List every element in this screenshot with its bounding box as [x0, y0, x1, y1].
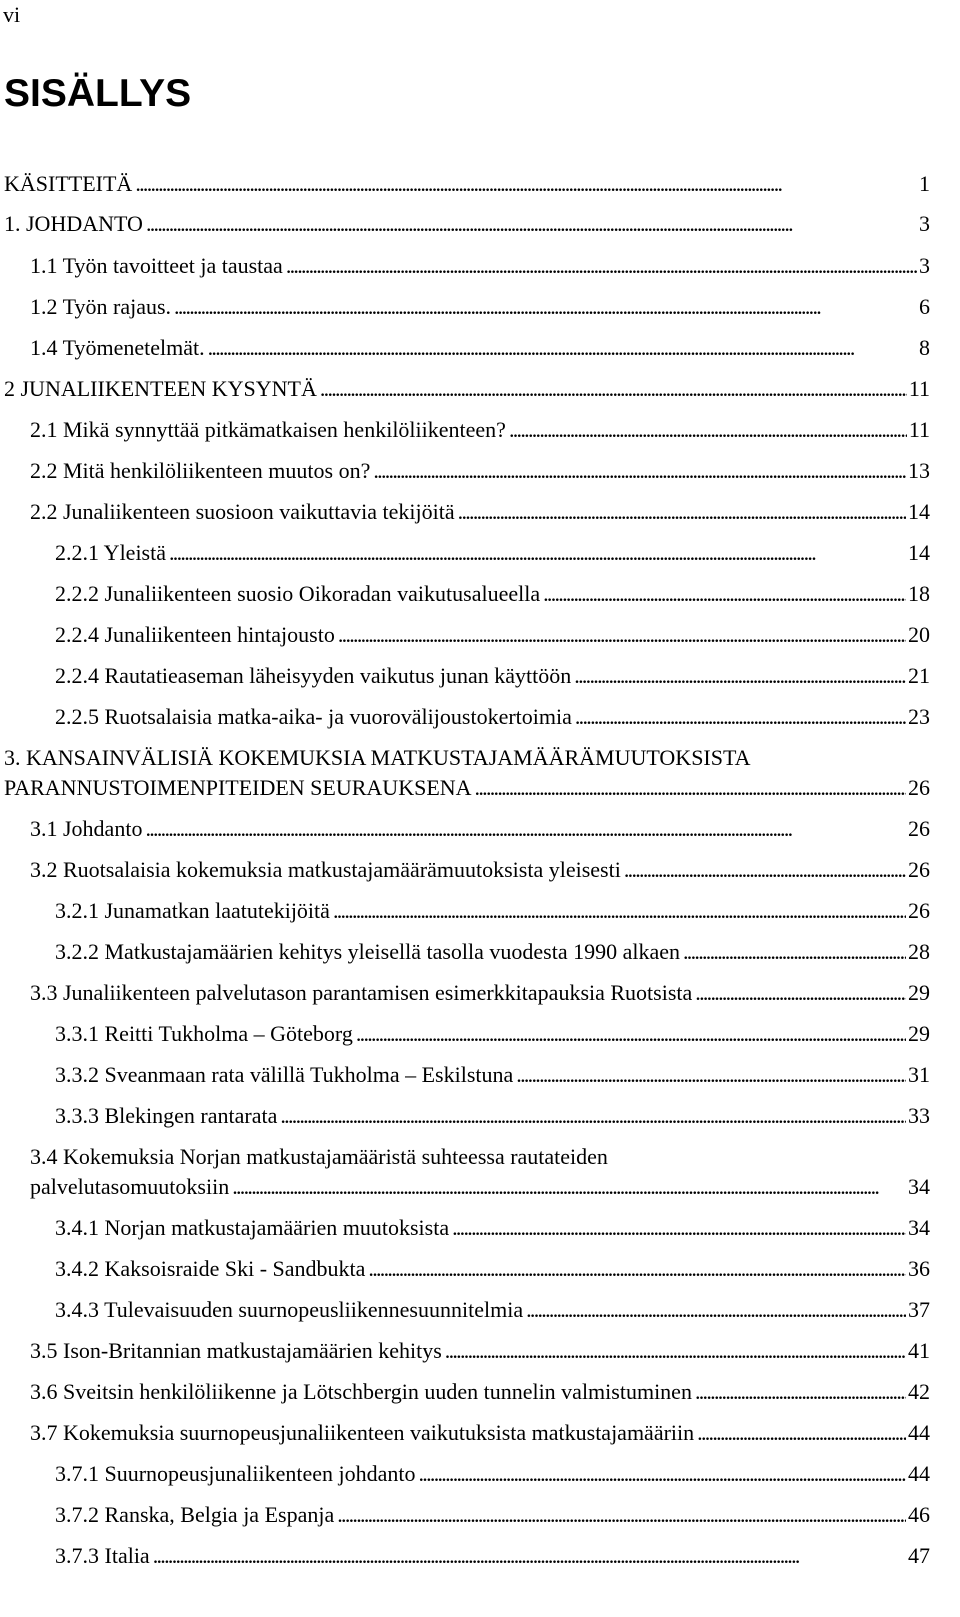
toc-entry-title: 1.4 Työmenetelmät.: [30, 335, 205, 360]
page-number: vi: [3, 2, 21, 27]
toc-entry-page-number: 11: [908, 417, 930, 442]
dot-leader: [373, 458, 906, 484]
toc-entry-title: 2 JUNALIIKENTEEN KYSYNTÄ: [4, 376, 317, 401]
toc-entry-title: 3.4.3 Tulevaisuuden suurnopeusliikennesuunnitelmia: [55, 1297, 524, 1322]
toc-entry[interactable]: [55, 1103, 930, 1129]
dot-leader: [543, 581, 906, 607]
toc-entry-title-line: 3.4 Kokemuksia Norjan matkustajamääristä suhteessa rautateiden: [30, 1144, 608, 1169]
toc-entry[interactable]: [30, 816, 930, 842]
dot-leader: [208, 335, 917, 361]
toc-entry-title: 3.3 Junaliikenteen palvelutason parantamisen esimerkkitapauksia Ruotsista: [30, 980, 693, 1005]
toc-entry-title: 2.2 Junaliikenteen suosioon vaikuttavia tekijöitä: [30, 499, 455, 524]
toc-entry-title: 2.2.2 Junaliikenteen suosio Oikoradan vaikutusalueella: [55, 581, 541, 606]
dot-leader: [169, 540, 906, 566]
toc-entry-title: 1.2 Työn rajaus.: [30, 294, 172, 319]
toc-entry-title: 3.3.3 Blekingen rantarata: [55, 1103, 278, 1128]
dot-leader: [458, 499, 906, 525]
toc-entry-page-number: 26: [908, 816, 930, 841]
dot-leader: [516, 1062, 906, 1088]
toc-entry-page-number: 21: [908, 663, 930, 688]
toc-entry-title: KÄSITTEITÄ: [4, 171, 133, 196]
toc-entry[interactable]: [55, 939, 930, 965]
toc-entry[interactable]: [30, 253, 930, 279]
toc-entry-title-line: 3. KANSAINVÄLISIÄ KOKEMUKSIA MATKUSTAJAMÄÄRÄMUUTOKSISTA: [4, 745, 751, 770]
toc-entry[interactable]: [55, 1062, 930, 1088]
toc-entry-title: 3.6 Sveitsin henkilöliikenne ja Lötschbergin uuden tunnelin valmistuminen: [30, 1379, 692, 1404]
dot-leader: [338, 622, 906, 648]
toc-entry[interactable]: [55, 898, 930, 924]
toc-entry-page-number: 44: [908, 1420, 930, 1445]
toc-entry-title: 2.2.4 Rautatieaseman läheisyyden vaikutus junan käyttöön: [55, 663, 572, 688]
dot-leader: [333, 898, 906, 924]
dot-leader: [174, 294, 917, 320]
toc-entry-title: 3.2.1 Junamatkan laatutekijöitä: [55, 898, 330, 923]
toc-entry-title: 3.5 Ison-Britannian matkustajamäärien kehitys: [30, 1338, 442, 1363]
dot-leader: [145, 816, 906, 842]
toc-entry[interactable]: [55, 663, 930, 689]
toc-entry[interactable]: [4, 171, 930, 197]
dot-leader: [445, 1338, 906, 1364]
dot-leader: [509, 417, 907, 443]
dot-leader: [280, 1103, 906, 1129]
dot-leader: [526, 1297, 906, 1323]
toc-entry[interactable]: [55, 1215, 930, 1241]
toc-entry-title: PARANNUSTOIMENPITEIDEN SEURAUKSENA: [4, 775, 472, 800]
toc-entry-page-number: 3: [919, 211, 930, 236]
toc-entry[interactable]: [4, 775, 930, 801]
dot-leader: [232, 1174, 906, 1200]
toc-entry-title: 2.2.4 Junaliikenteen hintajousto: [55, 622, 335, 647]
toc-entry-page-number: 26: [908, 775, 930, 800]
toc-entry-title: palvelutasomuutoksiin: [30, 1174, 230, 1199]
toc-entry-page-number: 44: [908, 1461, 930, 1486]
toc-entry-page-number: 36: [908, 1256, 930, 1281]
toc-entry-title: 3.7.2 Ranska, Belgia ja Espanja: [55, 1502, 335, 1527]
toc-entry-title: 3.4.2 Kaksoisraide Ski - Sandbukta: [55, 1256, 366, 1281]
dot-leader: [153, 1543, 906, 1569]
toc-entry[interactable]: [55, 1461, 930, 1487]
toc-entry[interactable]: [55, 704, 930, 730]
toc-entry[interactable]: [55, 1297, 930, 1323]
toc-entry-page-number: 31: [908, 1062, 930, 1087]
toc-entry-page-number: 20: [908, 622, 930, 647]
dot-leader: [368, 1256, 906, 1282]
toc-entry-title: 3.2.2 Matkustajamäärien kehitys yleisellä tasolla vuodesta 1990 alkaen: [55, 939, 680, 964]
toc-entry-page-number: 13: [908, 458, 930, 483]
toc-entry[interactable]: [55, 540, 930, 566]
toc-entry-page-number: 3: [919, 253, 930, 278]
toc-entry-page-number: 29: [908, 980, 930, 1005]
toc-entry-page-number: 18: [908, 581, 930, 606]
toc-entry-page-number: 46: [908, 1502, 930, 1527]
toc-entry-page-number: 23: [908, 704, 930, 729]
toc-entry-page-number: 1: [919, 171, 930, 196]
toc-entry-page-number: 47: [908, 1543, 930, 1568]
toc-entry[interactable]: [55, 1021, 930, 1047]
dot-leader: [695, 1379, 906, 1405]
page-title: SISÄLLYS: [4, 72, 192, 115]
toc-entry-title: 3.3.1 Reitti Tukholma – Göteborg: [55, 1021, 353, 1046]
toc-entry[interactable]: [55, 1543, 930, 1569]
dot-leader: [135, 171, 917, 197]
dot-leader: [475, 775, 906, 801]
toc-entry-page-number: 37: [908, 1297, 930, 1322]
toc-entry[interactable]: [55, 1502, 930, 1528]
dot-leader: [624, 857, 906, 883]
toc-entry[interactable]: [55, 622, 930, 648]
toc-entry-title: 2.2.1 Yleistä: [55, 540, 166, 565]
toc-entry-title: 3.1 Johdanto: [30, 816, 143, 841]
dot-leader: [574, 663, 906, 689]
toc-entry-title: 3.7 Kokemuksia suurnopeusjunaliikenteen vaikutuksista matkustajamääriin: [30, 1420, 695, 1445]
toc-entry[interactable]: [4, 211, 930, 237]
toc-entry-title: 3.3.2 Sveanmaan rata välillä Tukholma – Eskilstuna: [55, 1062, 514, 1087]
toc-entry[interactable]: [30, 1338, 930, 1364]
toc-entry[interactable]: [30, 857, 930, 883]
toc-entry-title: 2.2 Mitä henkilöliikenteen muutos on?: [30, 458, 371, 483]
toc-entry-title: 3.7.1 Suurnopeusjunaliikenteen johdanto: [55, 1461, 416, 1486]
dot-leader: [356, 1021, 906, 1047]
dot-leader: [419, 1461, 907, 1487]
toc-entry-title: 2.1 Mikä synnyttää pitkämatkaisen henkilöliikenteen?: [30, 417, 506, 442]
toc-entry-page-number: 6: [919, 294, 930, 319]
toc-entry-title: 3.7.3 Italia: [55, 1543, 150, 1568]
toc-entry-title: 2.2.5 Ruotsalaisia matka-aika- ja vuorovälijoustokertoimia: [55, 704, 572, 729]
toc-entry[interactable]: [55, 581, 930, 607]
toc-entry-title: 1. JOHDANTO: [4, 211, 143, 236]
toc-entry-page-number: 42: [908, 1379, 930, 1404]
toc-entry-title: 1.1 Työn tavoitteet ja taustaa: [30, 253, 283, 278]
toc-entry[interactable]: [30, 294, 930, 320]
toc-entry[interactable]: [30, 1379, 930, 1405]
dot-leader: [695, 980, 906, 1006]
toc-entry[interactable]: [30, 1174, 930, 1200]
dot-leader: [697, 1420, 906, 1446]
toc-entry-title: 3.2 Ruotsalaisia kokemuksia matkustajamäärämuutoksista yleisesti: [30, 857, 621, 882]
dot-leader: [286, 253, 917, 279]
dot-leader: [320, 376, 907, 402]
toc-entry-page-number: 41: [908, 1338, 930, 1363]
toc-entry[interactable]: [30, 980, 930, 1006]
dot-leader: [683, 939, 906, 965]
toc-entry[interactable]: [30, 417, 930, 443]
toc-entry-title: 3.4.1 Norjan matkustajamäärien muutoksista: [55, 1215, 450, 1240]
toc-entry-page-number: 14: [908, 540, 930, 565]
toc-entry[interactable]: [4, 376, 930, 402]
toc-entry-page-number: 26: [908, 898, 930, 923]
toc-entry[interactable]: [55, 1256, 930, 1282]
toc-entry[interactable]: [30, 335, 930, 361]
toc-entry-page-number: 8: [919, 335, 930, 360]
toc-entry-page-number: 26: [908, 857, 930, 882]
toc-entry-page-number: 29: [908, 1021, 930, 1046]
toc-entry-page-number: 11: [908, 376, 930, 401]
dot-leader: [575, 704, 906, 730]
toc-entry[interactable]: [30, 458, 930, 484]
toc-entry[interactable]: [30, 1420, 930, 1446]
toc-entry-page-number: 14: [908, 499, 930, 524]
toc-entry-page-number: 34: [908, 1174, 930, 1199]
dot-leader: [452, 1215, 906, 1241]
toc-entry-page-number: 33: [908, 1103, 930, 1128]
dot-leader: [337, 1502, 906, 1528]
toc-entry-page-number: 28: [908, 939, 930, 964]
toc-entry-page-number: 34: [908, 1215, 930, 1240]
toc-entry[interactable]: [30, 499, 930, 525]
dot-leader: [146, 211, 917, 237]
